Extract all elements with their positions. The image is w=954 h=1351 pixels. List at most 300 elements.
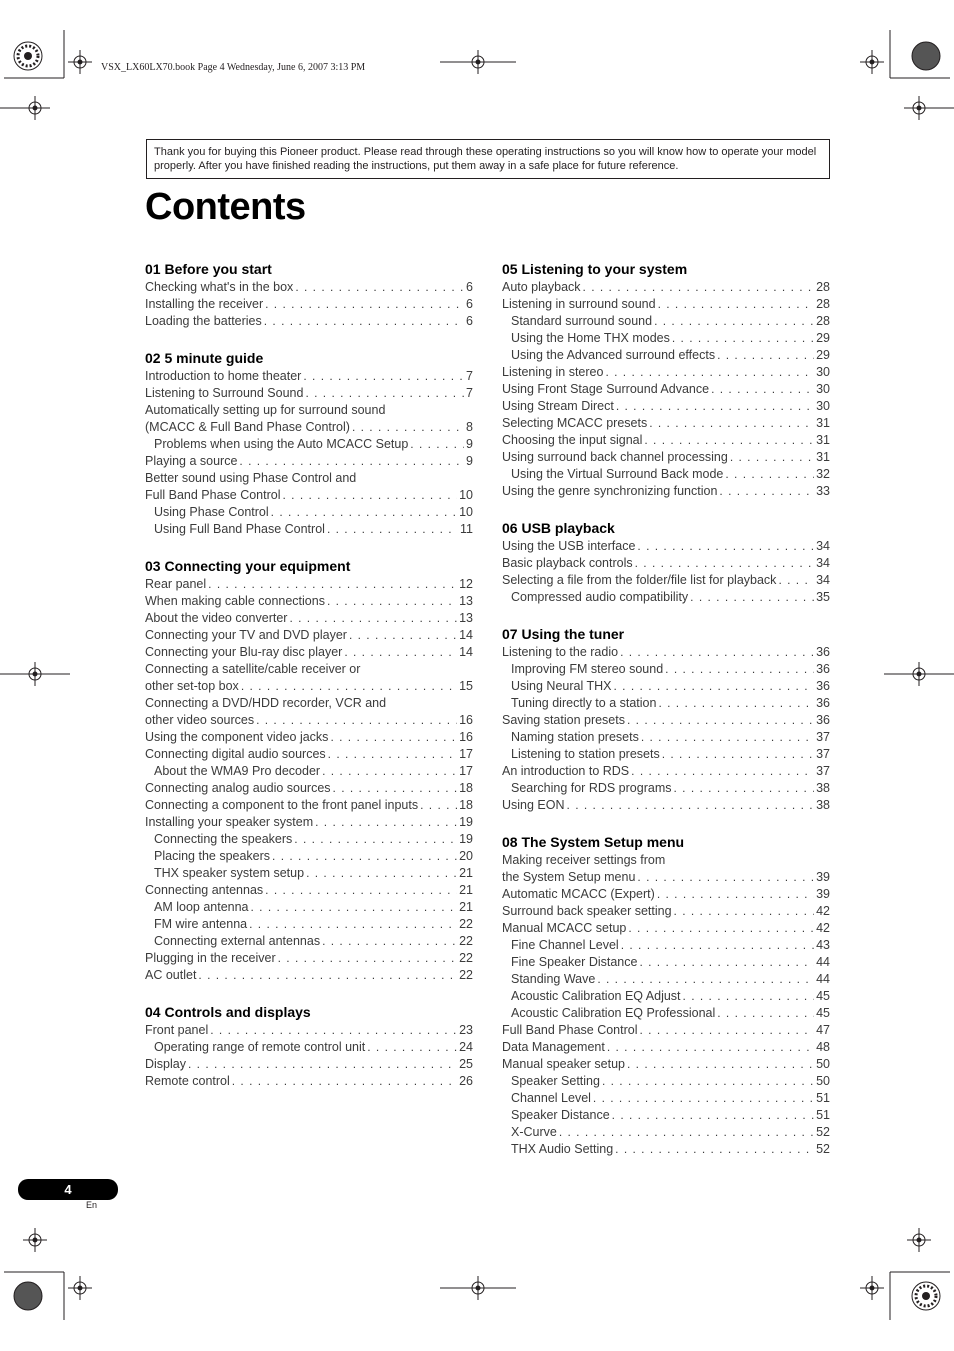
toc-section-title: 07 Using the tuner xyxy=(502,626,625,642)
toc-page-number: 37 xyxy=(816,730,830,744)
starburst-target-icon xyxy=(14,42,42,70)
dot-leader xyxy=(593,1090,814,1107)
toc-page-number: 47 xyxy=(816,1023,830,1037)
dot-leader xyxy=(607,1039,814,1056)
dot-leader xyxy=(665,661,814,678)
dot-leader xyxy=(349,627,457,644)
toc-entry-label: Selecting MCACC presets xyxy=(502,416,648,430)
toc-entry-label: THX Audio Setting xyxy=(511,1142,614,1156)
dot-leader xyxy=(264,313,464,330)
toc-page-number: 10 xyxy=(459,505,473,519)
toc-entry-label: Installing your speaker system xyxy=(145,815,314,829)
toc-entry-label: Remote control xyxy=(145,1074,230,1088)
dot-leader xyxy=(239,453,464,470)
toc-page-number: 20 xyxy=(459,849,473,863)
toc-page-number: 19 xyxy=(459,815,473,829)
dot-leader xyxy=(673,780,814,797)
toc-entry-label: Basic playback controls xyxy=(502,556,633,570)
toc-entry xyxy=(502,381,830,398)
toc-page-number: 37 xyxy=(816,764,830,778)
toc-entry xyxy=(502,886,830,903)
toc-subentry xyxy=(145,848,473,865)
toc-entry-label: Plugging in the receiver xyxy=(145,951,276,965)
toc-subentry xyxy=(145,1039,473,1056)
toc-subentry xyxy=(502,746,830,763)
toc-entry-label: Front panel xyxy=(145,1023,209,1037)
dot-leader xyxy=(289,610,457,627)
toc-entry-label: Connecting your TV and DVD player xyxy=(145,628,347,642)
toc-page-number: 9 xyxy=(466,437,473,451)
toc-entry xyxy=(502,1022,830,1039)
toc-page-number: 8 xyxy=(466,420,473,434)
toc-entry-label-line: Making receiver settings from xyxy=(502,853,666,867)
toc-subentry xyxy=(502,466,830,483)
dot-leader xyxy=(271,504,457,521)
dot-leader xyxy=(627,712,814,729)
toc-page-number: 21 xyxy=(459,866,473,880)
toc-entry xyxy=(502,920,830,937)
toc-entry xyxy=(145,1073,473,1090)
dot-leader xyxy=(637,869,814,886)
toc-section xyxy=(502,624,830,814)
starburst-target-icon xyxy=(912,1282,940,1310)
toc-page-number: 52 xyxy=(816,1142,830,1156)
toc-subentry xyxy=(502,347,830,364)
toc-entry-label: Tuning directly to a station xyxy=(511,696,657,710)
toc-page-number: 29 xyxy=(816,331,830,345)
toc-page-number: 21 xyxy=(459,883,473,897)
toc-page-number: 19 xyxy=(459,832,473,846)
toc-entry-label: Connecting the speakers xyxy=(154,832,293,846)
toc-page-number: 36 xyxy=(816,645,830,659)
toc-page-number: 52 xyxy=(816,1125,830,1139)
dot-leader xyxy=(615,1141,814,1158)
toc-entry xyxy=(145,419,473,436)
dot-leader xyxy=(644,432,814,449)
toc-entry xyxy=(145,814,473,831)
toc-subentry xyxy=(502,954,830,971)
toc-page-number: 16 xyxy=(459,730,473,744)
toc-entry-label: Full Band Phase Control xyxy=(502,1023,638,1037)
toc-page-number: 26 xyxy=(459,1074,473,1088)
dot-leader xyxy=(249,916,457,933)
toc-entry-label: Standard surround sound xyxy=(511,314,653,328)
toc-entry xyxy=(145,712,473,729)
toc-entry xyxy=(502,763,830,780)
toc-entry-label: Using the Home THX modes xyxy=(511,331,670,345)
dot-leader xyxy=(641,729,814,746)
toc-entry-label: Problems when using the Auto MCACC Setup xyxy=(154,437,409,451)
toc-page-number: 48 xyxy=(816,1040,830,1054)
toc-entry xyxy=(502,555,830,572)
toc-entry-label: Introduction to home theater xyxy=(145,369,302,383)
toc-page-number: 18 xyxy=(459,781,473,795)
toc-subentry xyxy=(502,313,830,330)
dot-leader xyxy=(333,780,458,797)
dot-leader xyxy=(232,1073,457,1090)
toc-entry xyxy=(145,746,473,763)
toc-entry-label: Using Phase Control xyxy=(154,505,269,519)
toc-entry-label: Listening to the radio xyxy=(502,645,619,659)
toc-subentry xyxy=(502,729,830,746)
toc-page-number: 45 xyxy=(816,989,830,1003)
dot-leader xyxy=(327,593,457,610)
toc-page-number: 50 xyxy=(816,1074,830,1088)
toc-entry xyxy=(145,950,473,967)
toc-page-number: 37 xyxy=(816,747,830,761)
toc-page-number: 51 xyxy=(816,1108,830,1122)
toc-page-number: 6 xyxy=(466,280,473,294)
toc-entry-label: Fine Speaker Distance xyxy=(511,955,638,969)
toc-left-column xyxy=(145,257,473,1108)
toc-entry-label-line: Connecting a satellite/cable receiver or xyxy=(145,662,361,676)
toc-entry xyxy=(145,627,473,644)
toc-section xyxy=(145,556,473,984)
crosshair-target-icon xyxy=(466,1276,490,1300)
toc-entry-label: other set-top box xyxy=(145,679,239,693)
toc-entry-label: Fine Channel Level xyxy=(511,938,619,952)
toc-subentry xyxy=(502,937,830,954)
dot-leader xyxy=(330,729,457,746)
toc-page-number: 25 xyxy=(459,1057,473,1071)
toc-page-number: 36 xyxy=(816,679,830,693)
toc-entry-label: Using Full Band Phase Control xyxy=(154,522,325,536)
toc-entry-label: Loading the batteries xyxy=(145,314,262,328)
dot-leader xyxy=(315,814,457,831)
dot-leader xyxy=(672,330,814,347)
crosshair-target-icon xyxy=(68,50,92,74)
toc-entry xyxy=(145,1056,473,1073)
toc-page-number: 28 xyxy=(816,280,830,294)
toc-entry-label: Playing a source xyxy=(145,454,238,468)
toc-entry-label: Using the Virtual Surround Back mode xyxy=(511,467,724,481)
toc-page-number: 29 xyxy=(816,348,830,362)
toc-subentry xyxy=(502,678,830,695)
toc-entry-label: Speaker Distance xyxy=(511,1108,610,1122)
toc-page-number: 17 xyxy=(459,764,473,778)
dot-leader xyxy=(210,1022,457,1039)
toc-entry xyxy=(145,368,473,385)
intro-notice-box: Thank you for buying this Pioneer product. Please read through these operating instructions so you will know how to operate your model properly. After you have finished reading the instructions, put them away in a safe place for future reference. xyxy=(146,139,830,179)
toc-page-number: 15 xyxy=(459,679,473,693)
toc-entry xyxy=(502,279,830,296)
dot-leader xyxy=(621,937,814,954)
toc-entry xyxy=(502,364,830,381)
dot-leader xyxy=(322,933,457,950)
toc-page-number: 32 xyxy=(816,467,830,481)
toc-page-number: 22 xyxy=(459,968,473,982)
dot-leader xyxy=(295,279,464,296)
dot-leader xyxy=(367,1039,457,1056)
toc-page-number: 30 xyxy=(816,399,830,413)
toc-entry xyxy=(502,869,830,886)
toc-entry-label: Standing Wave xyxy=(511,972,596,986)
dot-leader xyxy=(305,385,464,402)
toc-entry-label: About the WMA9 Pro decoder xyxy=(154,764,321,778)
toc-entry-label: the System Setup menu xyxy=(502,870,636,884)
toc-entry-label: Operating range of remote control unit xyxy=(154,1040,366,1054)
page-title: Contents xyxy=(145,186,306,228)
toc-section xyxy=(502,832,830,1158)
toc-page-number: 36 xyxy=(816,662,830,676)
dot-leader xyxy=(616,398,814,415)
toc-page-number: 7 xyxy=(466,369,473,383)
dot-leader xyxy=(559,1124,814,1141)
toc-entry xyxy=(145,279,473,296)
toc-subentry xyxy=(502,1141,830,1158)
dot-leader xyxy=(352,419,464,436)
toc-entry xyxy=(502,398,830,415)
toc-page-number: 31 xyxy=(816,416,830,430)
dot-leader xyxy=(256,712,457,729)
toc-entry-label: Connecting antennas xyxy=(145,883,264,897)
toc-entry-label: AC outlet xyxy=(145,968,197,982)
toc-entry xyxy=(502,797,830,814)
toc-entry xyxy=(502,449,830,466)
toc-page-number: 36 xyxy=(816,696,830,710)
print-job-header: VSX_LX60LX70.book Page 4 Wednesday, June 6, 2007 3:13 PM xyxy=(101,62,366,73)
toc-section-title: 06 USB playback xyxy=(502,520,615,536)
dot-leader xyxy=(639,954,814,971)
crosshair-target-icon xyxy=(23,1228,47,1252)
dot-leader xyxy=(657,886,814,903)
dot-leader xyxy=(410,436,464,453)
dot-leader xyxy=(265,296,464,313)
toc-page-number: 9 xyxy=(466,454,473,468)
crosshair-target-icon xyxy=(466,50,490,74)
toc-right-column xyxy=(502,257,830,1176)
crosshair-target-icon xyxy=(68,1276,92,1300)
dot-leader xyxy=(283,487,458,504)
dot-leader xyxy=(272,848,457,865)
toc-page-number: 28 xyxy=(816,297,830,311)
toc-page-number: 45 xyxy=(816,1006,830,1020)
dot-leader xyxy=(674,903,815,920)
toc-subentry xyxy=(145,504,473,521)
toc-entry-label: THX speaker system setup xyxy=(154,866,305,880)
toc-entry xyxy=(145,296,473,313)
toc-page-number: 42 xyxy=(816,921,830,935)
toc-section-title: 05 Listening to your system xyxy=(502,261,688,277)
toc-subentry xyxy=(502,661,830,678)
toc-page-number: 24 xyxy=(459,1040,473,1054)
toc-page-number: 22 xyxy=(459,951,473,965)
dot-leader xyxy=(327,521,458,538)
toc-page-number: 6 xyxy=(466,314,473,328)
toc-entry xyxy=(145,644,473,661)
dot-leader xyxy=(683,988,815,1005)
toc-entry-label: Improving FM stereo sound xyxy=(511,662,664,676)
dot-leader xyxy=(778,572,814,589)
toc-subentry xyxy=(502,1073,830,1090)
toc-subentry xyxy=(502,988,830,1005)
toc-subentry xyxy=(502,330,830,347)
dot-leader xyxy=(208,576,457,593)
dot-leader xyxy=(241,678,457,695)
dot-leader xyxy=(614,678,815,695)
toc-page-number: 22 xyxy=(459,934,473,948)
toc-entry-label: Connecting external antennas xyxy=(154,934,321,948)
dot-leader xyxy=(278,950,457,967)
toc-section xyxy=(502,259,830,500)
toc-entry xyxy=(502,1056,830,1073)
crosshair-target-icon xyxy=(907,96,931,120)
toc-entry xyxy=(502,903,830,920)
dot-leader xyxy=(631,763,814,780)
toc-entry-label: Saving station presets xyxy=(502,713,625,727)
toc-entry-label: Connecting your Blu-ray disc player xyxy=(145,645,343,659)
toc-entry xyxy=(145,1022,473,1039)
toc-entry xyxy=(145,797,473,814)
crosshair-target-icon xyxy=(860,1276,884,1300)
toc-page-number: 28 xyxy=(816,314,830,328)
toc-entry-label: Searching for RDS programs xyxy=(511,781,672,795)
toc-entry-label-line: Connecting a DVD/HDD recorder, VCR and xyxy=(145,696,387,710)
toc-entry xyxy=(145,385,473,402)
toc-page-number: 18 xyxy=(459,798,473,812)
gray-target-icon xyxy=(912,42,940,70)
toc-entry-label: Using EON xyxy=(502,798,565,812)
toc-page-number: 38 xyxy=(816,798,830,812)
toc-entry-label: Using Stream Direct xyxy=(502,399,614,413)
dot-leader xyxy=(251,899,458,916)
toc-page-number: 14 xyxy=(459,628,473,642)
toc-entry-label: Choosing the input signal xyxy=(502,433,643,447)
toc-entry-label: Acoustic Calibration EQ Professional xyxy=(511,1006,716,1020)
toc-subentry xyxy=(145,916,473,933)
toc-section-title: 04 Controls and displays xyxy=(145,1004,311,1020)
toc-page-number: 34 xyxy=(816,573,830,587)
toc-entry xyxy=(145,453,473,470)
crosshair-target-icon xyxy=(907,662,931,686)
crosshair-target-icon xyxy=(860,50,884,74)
toc-entry-label: Automatic MCACC (Expert) xyxy=(502,887,655,901)
toc-section xyxy=(145,259,473,330)
toc-section xyxy=(145,348,473,538)
toc-entry-label: Manual speaker setup xyxy=(502,1057,625,1071)
dot-leader xyxy=(188,1056,457,1073)
toc-entry-label: Connecting analog audio sources xyxy=(145,781,331,795)
toc-page-number: 39 xyxy=(816,870,830,884)
toc-subentry xyxy=(145,865,473,882)
toc-entry xyxy=(502,415,830,432)
toc-entry-label: Listening in surround sound xyxy=(502,297,656,311)
toc-entry xyxy=(502,296,830,313)
toc-entry-label: X-Curve xyxy=(511,1125,557,1139)
dot-leader xyxy=(294,831,457,848)
toc-entry-label: Channel Level xyxy=(511,1091,591,1105)
toc-page-number: 11 xyxy=(460,522,473,536)
toc-entry-label: Manual MCACC setup xyxy=(502,921,627,935)
toc-entry-label: Using Front Stage Surround Advance xyxy=(502,382,710,396)
dot-leader xyxy=(649,415,814,432)
gray-target-icon xyxy=(14,1282,42,1310)
dot-leader xyxy=(717,347,814,364)
toc-entry-label-line: Better sound using Phase Control and xyxy=(145,471,357,485)
toc-entry-label: Listening to station presets xyxy=(511,747,660,761)
dot-leader xyxy=(637,538,814,555)
toc-entry-label: Acoustic Calibration EQ Adjust xyxy=(511,989,681,1003)
dot-leader xyxy=(725,466,814,483)
toc-entry-label: Connecting digital audio sources xyxy=(145,747,326,761)
toc-page-number: 10 xyxy=(459,488,473,502)
toc-page-number: 16 xyxy=(459,713,473,727)
dot-leader xyxy=(620,644,814,661)
dot-leader xyxy=(605,364,814,381)
toc-entry xyxy=(145,313,473,330)
toc-entry-label-line: Automatically setting up for surround sound xyxy=(145,403,386,417)
toc-page-number: 43 xyxy=(816,938,830,952)
toc-entry-label: Using the USB interface xyxy=(502,539,636,553)
toc-entry xyxy=(502,483,830,500)
toc-page-number: 17 xyxy=(459,747,473,761)
dot-leader xyxy=(306,865,457,882)
dot-leader xyxy=(730,449,814,466)
toc-entry xyxy=(145,780,473,797)
dot-leader xyxy=(265,882,457,899)
crosshair-target-icon xyxy=(23,96,47,120)
page-number-badge: 4 xyxy=(18,1179,118,1200)
toc-entry xyxy=(145,593,473,610)
toc-subentry xyxy=(502,1107,830,1124)
toc-entry xyxy=(502,572,830,589)
toc-page-number: 44 xyxy=(816,955,830,969)
dot-leader xyxy=(328,746,457,763)
dot-leader xyxy=(567,797,815,814)
toc-entry-label: Checking what's in the box xyxy=(145,280,294,294)
toc-subentry xyxy=(502,589,830,606)
toc-entry-label: Installing the receiver xyxy=(145,297,264,311)
toc-entry-label: Placing the speakers xyxy=(154,849,271,863)
toc-entry-label: FM wire antenna xyxy=(154,917,248,931)
dot-leader xyxy=(628,920,814,937)
dot-leader xyxy=(602,1073,814,1090)
dot-leader xyxy=(583,279,815,296)
toc-page-number: 33 xyxy=(816,484,830,498)
dot-leader xyxy=(420,797,457,814)
toc-section-title: 02 5 minute guide xyxy=(145,350,264,366)
toc-page-number: 34 xyxy=(816,539,830,553)
toc-page-number: 35 xyxy=(816,590,830,604)
toc-entry-label: Display xyxy=(145,1057,186,1071)
toc-page-number: 13 xyxy=(459,594,473,608)
toc-page-number: 23 xyxy=(459,1023,473,1037)
dot-leader xyxy=(612,1107,814,1124)
toc-entry-label: other video sources xyxy=(145,713,255,727)
toc-page-number: 22 xyxy=(459,917,473,931)
toc-entry-label: Rear panel xyxy=(145,577,207,591)
toc-page-number: 44 xyxy=(816,972,830,986)
toc-entry-label: Full Band Phase Control xyxy=(145,488,281,502)
toc-section-title: 03 Connecting your equipment xyxy=(145,558,351,574)
toc-subentry xyxy=(502,695,830,712)
toc-entry-label: About the video converter xyxy=(145,611,288,625)
toc-entry xyxy=(145,576,473,593)
toc-section xyxy=(502,518,830,606)
toc-entry-label: When making cable connections xyxy=(145,594,325,608)
toc-entry xyxy=(502,538,830,555)
dot-leader xyxy=(719,483,814,500)
dot-leader xyxy=(654,313,814,330)
toc-entry-label: Listening to Surround Sound xyxy=(145,386,304,400)
dot-leader xyxy=(658,296,815,313)
dot-leader xyxy=(640,1022,815,1039)
toc-section-title: 01 Before you start xyxy=(145,261,272,277)
toc-entry-label: Selecting a file from the folder/file list for playback xyxy=(502,573,777,587)
toc-entry-label: Using the Advanced surround effects xyxy=(511,348,716,362)
toc-subentry xyxy=(145,831,473,848)
toc-entry-label: Using Neural THX xyxy=(511,679,612,693)
